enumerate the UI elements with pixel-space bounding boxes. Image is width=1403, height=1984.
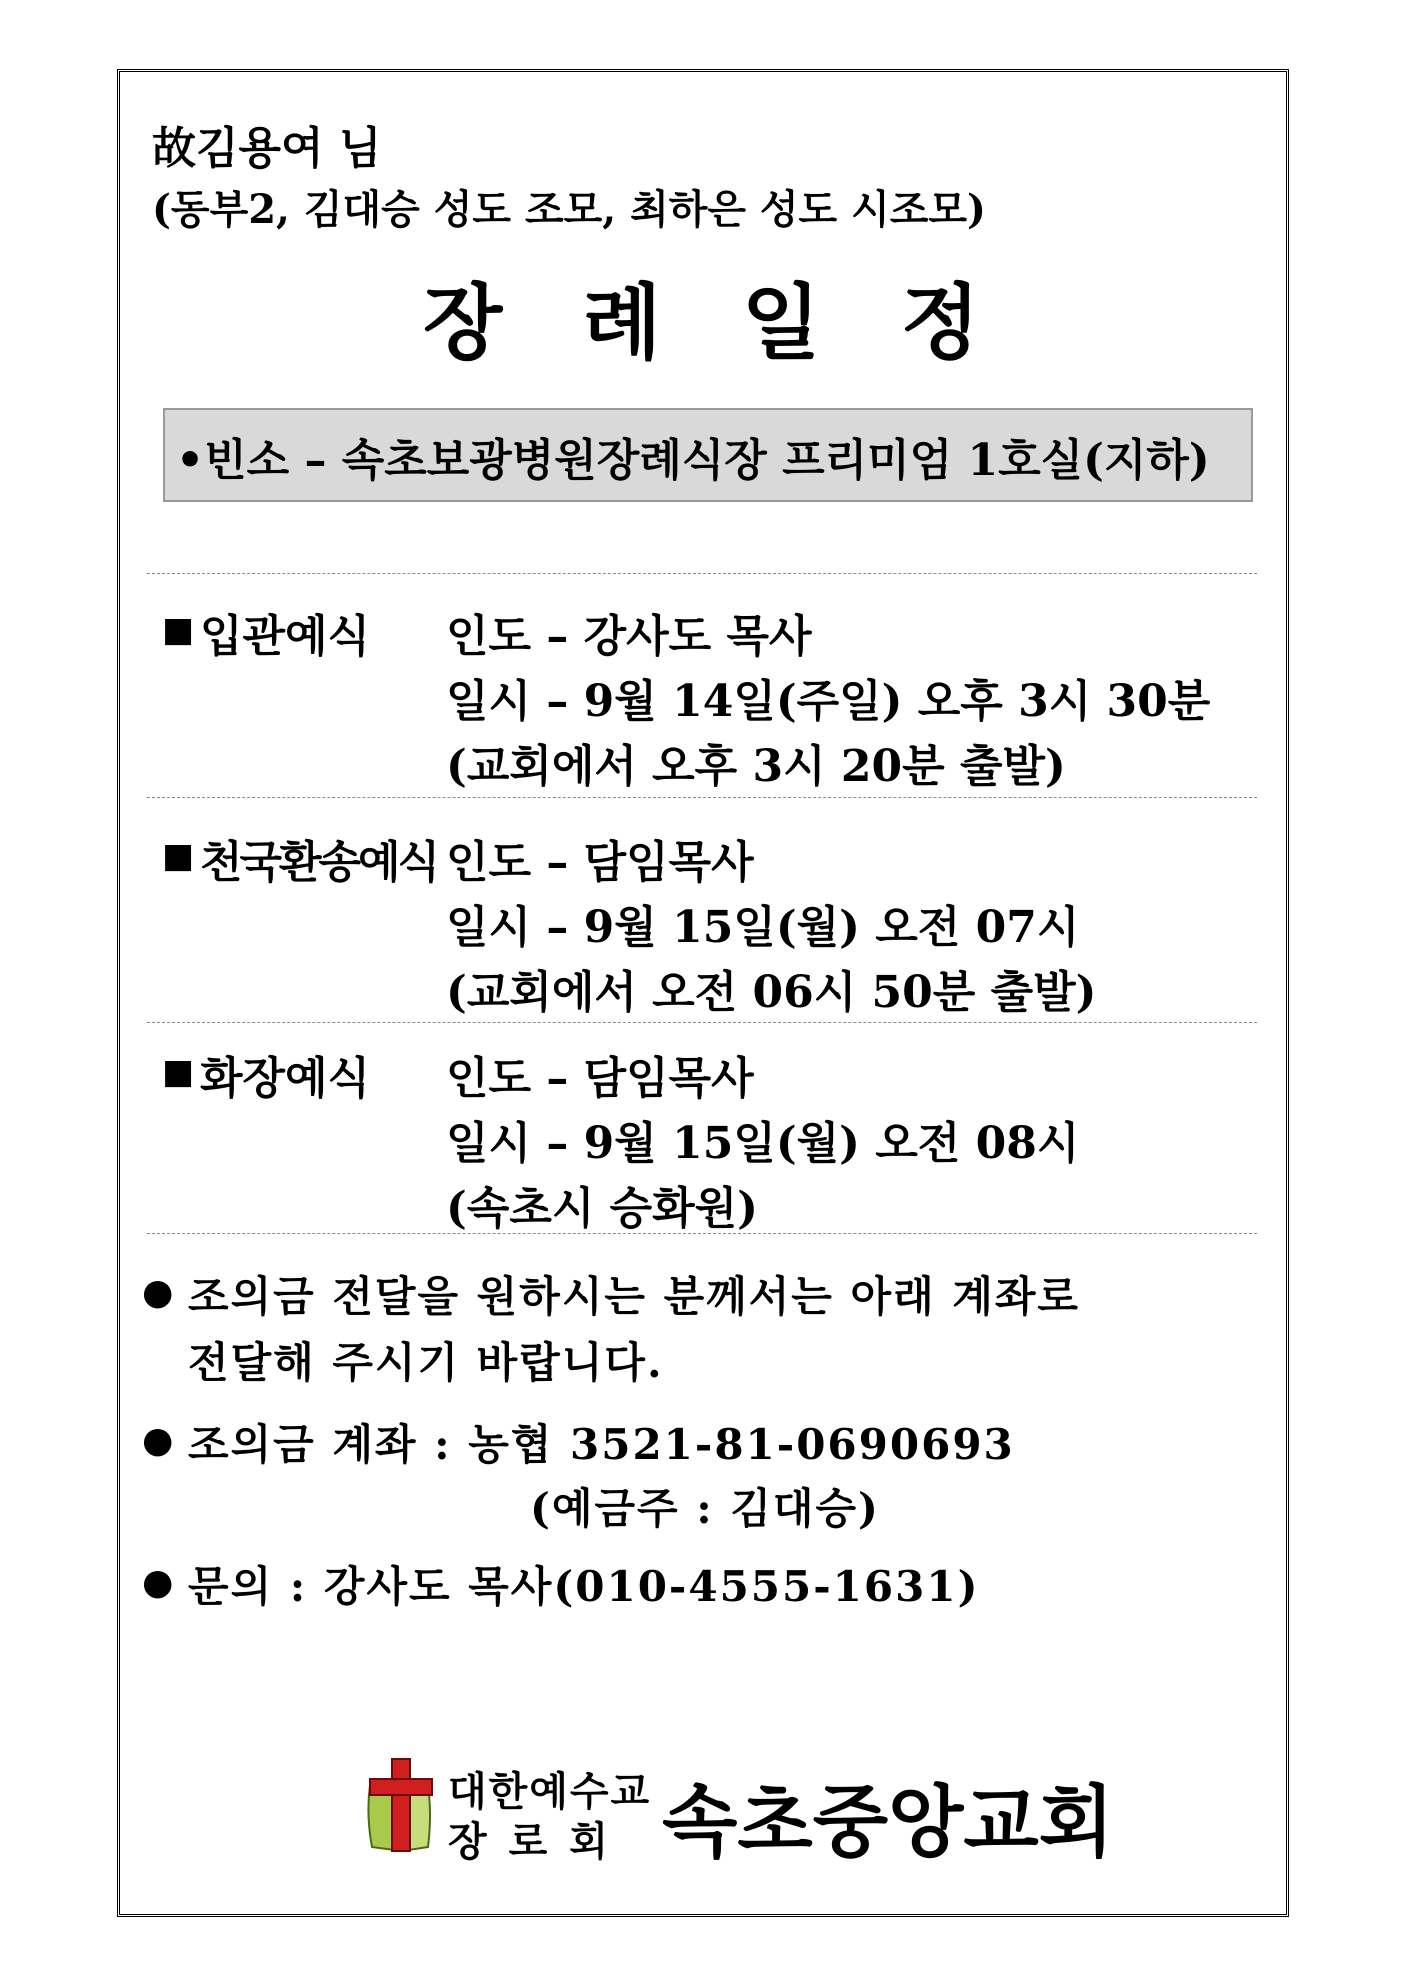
service-note: (교회에서 오후 3시 20분 출발) <box>446 741 1066 792</box>
contact-info: 문의 : 강사도 목사(010-4555-1631) <box>188 1562 980 1611</box>
location-text: •빈소 – 속초보광병원장례식장 프리미엄 1호실(지하) <box>176 435 1210 486</box>
divider <box>147 573 1257 574</box>
service-datetime: 일시 – 9월 15일(월) 오전 07시 <box>446 902 1080 953</box>
deceased-relation: (동부2, 김대승 성도 조모, 최하은 성도 시조모) <box>152 186 986 233</box>
page-title: 장례일정 <box>423 275 1060 371</box>
account-info: 조의금 계좌 : 농협 3521-81-0690693 <box>188 1420 1015 1469</box>
service-datetime: 일시 – 9월 15일(월) 오전 08시 <box>446 1118 1080 1169</box>
divider <box>147 797 1257 798</box>
denomination-line2: 장로회 <box>448 1818 630 1865</box>
condolence-notice-line2: 전달해 주시기 바랍니다. <box>188 1338 664 1387</box>
black-square-icon: ■ <box>162 1052 195 1092</box>
divider <box>147 1022 1257 1023</box>
condolence-notice-line1: 조의금 전달을 원하시는 분께서는 아래 계좌로 <box>188 1272 1080 1321</box>
church-cross-icon <box>362 1755 442 1855</box>
deceased-name: 故김용여 님 <box>152 123 382 174</box>
service-name: 천국환송예식 <box>200 837 438 888</box>
service-name: 입관예식 <box>200 611 371 662</box>
service-name: 화장예식 <box>200 1053 371 1104</box>
denomination-line1: 대한예수교 <box>448 1768 652 1815</box>
service-officiant: 인도 – 담임목사 <box>446 1053 754 1104</box>
service-note: (교회에서 오전 06시 50분 출발) <box>446 967 1097 1018</box>
service-officiant: 인도 – 담임목사 <box>446 837 754 888</box>
service-officiant: 인도 – 강사도 목사 <box>446 611 812 662</box>
account-holder: (예금주 : 김대승) <box>530 1484 880 1533</box>
bullet-dot-icon: ● <box>142 1420 174 1461</box>
bullet-dot-icon: ● <box>142 1562 174 1603</box>
service-note: (속초시 승화원) <box>446 1183 758 1234</box>
black-square-icon: ■ <box>162 836 195 876</box>
service-datetime: 일시 – 9월 14일(주일) 오후 3시 30분 <box>446 676 1211 727</box>
divider <box>147 1233 1257 1234</box>
bullet-dot-icon: ● <box>142 1272 174 1313</box>
church-name: 속초중앙교회 <box>662 1777 1115 1868</box>
black-square-icon: ■ <box>162 610 195 650</box>
